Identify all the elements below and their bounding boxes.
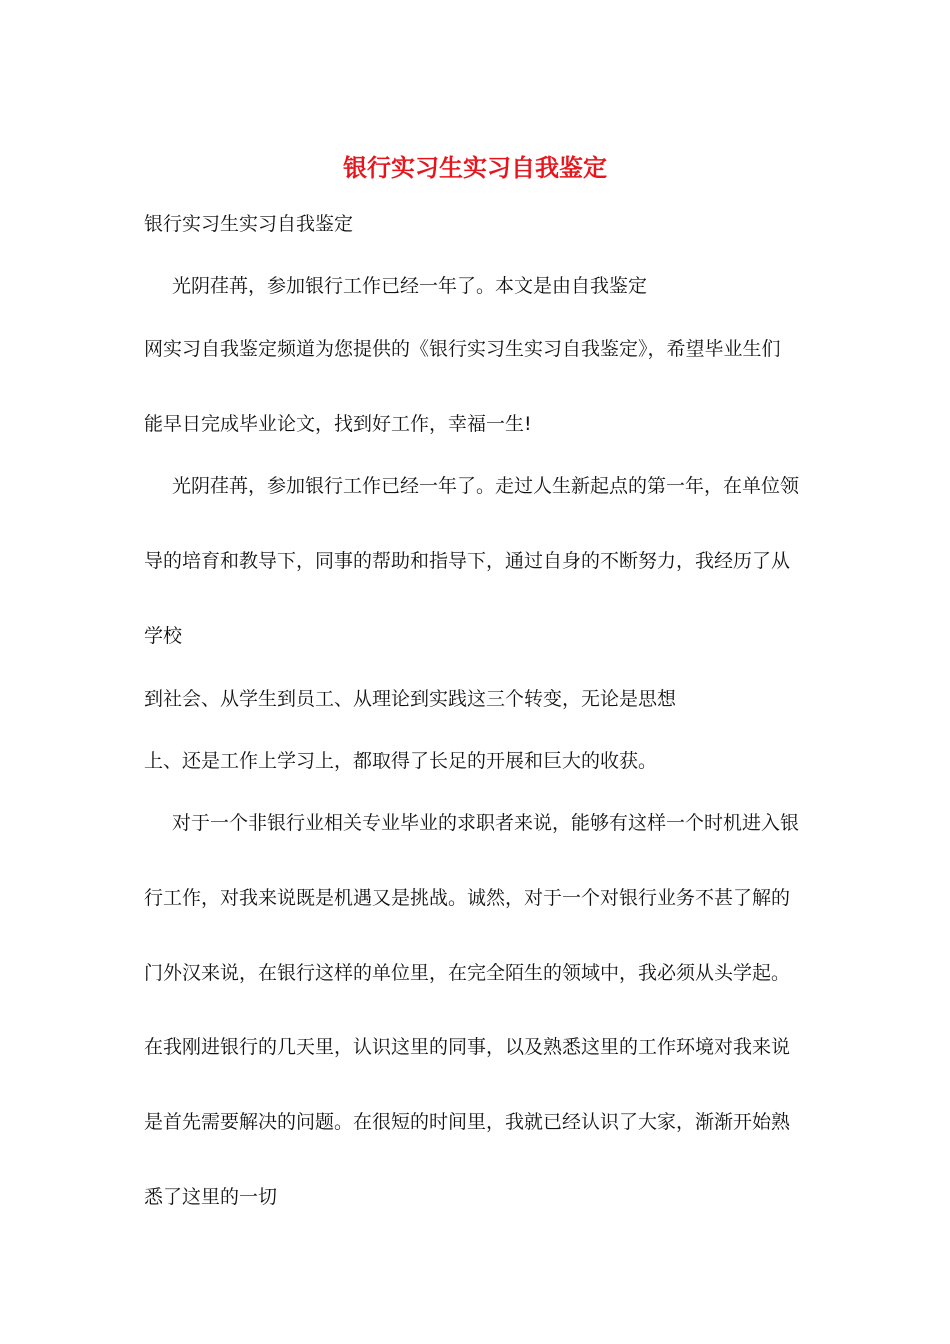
paragraph-line: 悉了这里的一切 [144,1186,278,1208]
paragraph-line: 行工作，对我来说既是机遇又是挑战。诚然，对于一个对银行业务不甚了解的 [144,887,791,909]
paragraph-line: 光阴荏苒，参加银行工作已经一年了。本文是由自我鉴定 [172,275,648,297]
paragraph-line: 对于一个非银行业相关专业毕业的求职者来说，能够有这样一个时机进入银 [172,812,800,834]
paragraph-line: 网实习自我鉴定频道为您提供的《银行实习生实习自我鉴定》，希望毕业生们 [144,338,781,360]
paragraph-line: 到社会、从学生到员工、从理论到实践这三个转变，无论是思想 [144,688,677,710]
paragraph-line: 学校 [144,625,183,647]
paragraph-line: 导的培育和教导下，同事的帮助和指导下，通过自身的不断努力，我经历了从 [144,550,791,572]
paragraph-line: 光阴荏苒，参加银行工作已经一年了。走过人生新起点的第一年，在单位领 [172,475,800,497]
document-title: 银行实习生实习自我鉴定 [343,153,607,182]
paragraph-line: 上、还是工作上学习上，都取得了长足的开展和巨大的收获。 [144,750,658,772]
paragraph-line: 门外汉来说，在银行这样的单位里，在完全陌生的领域中，我必须从头学起。 [144,962,791,984]
subtitle-line: 银行实习生实习自我鉴定 [144,213,354,235]
paragraph-line: 能早日完成毕业论文，找到好工作，幸福一生! [144,413,532,435]
paragraph-line: 在我刚进银行的几天里，认识这里的同事，以及熟悉这里的工作环境对我来说 [144,1036,791,1058]
paragraph-line: 是首先需要解决的问题。在很短的时间里，我就已经认识了大家，渐渐开始熟 [144,1111,791,1133]
